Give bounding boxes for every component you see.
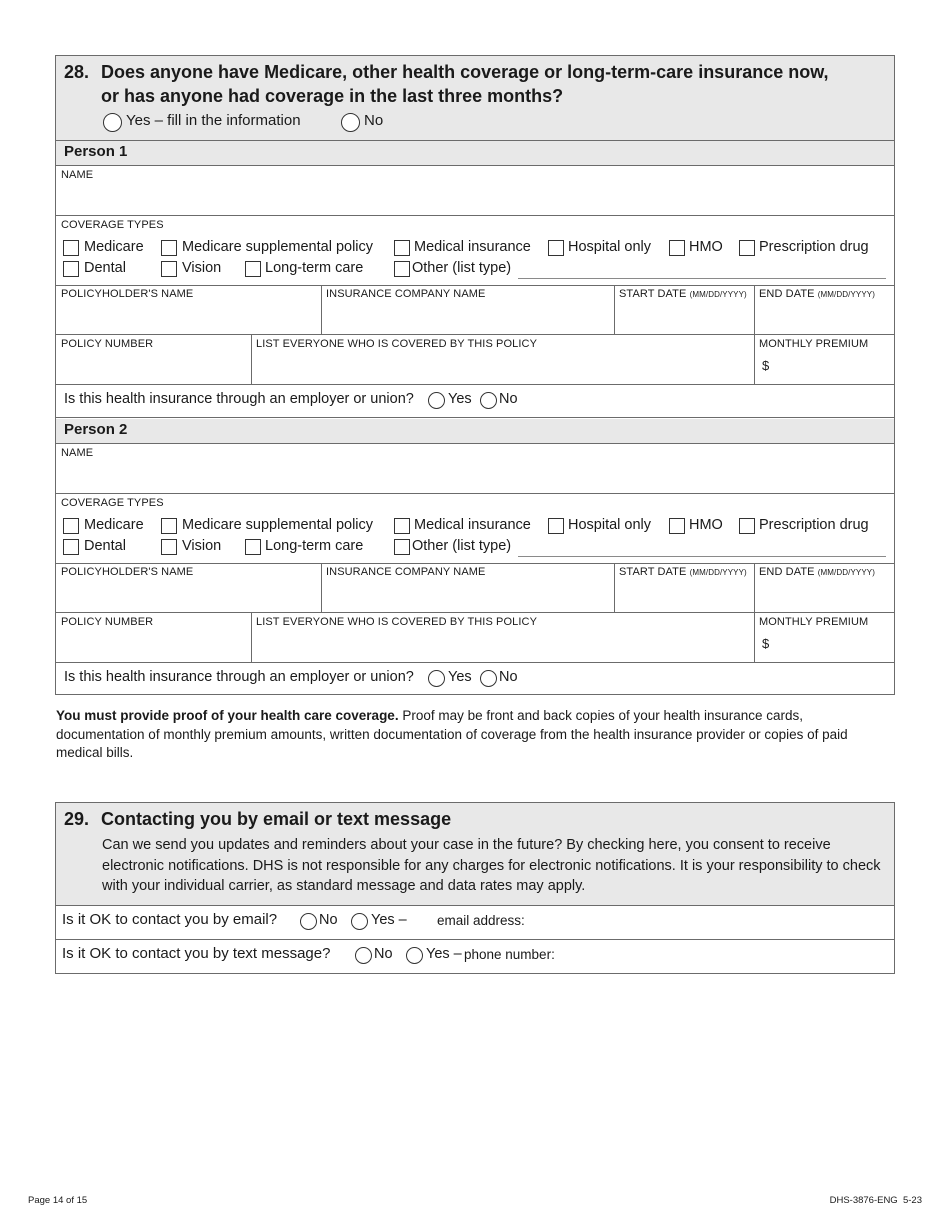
- person-1-vision-checkbox[interactable]: [161, 261, 177, 277]
- person-1-hospital-only-checkbox[interactable]: [548, 240, 564, 256]
- q28-no-label: No: [364, 112, 384, 129]
- q28-no-radio[interactable]: [341, 113, 360, 132]
- person-1-employer-yes-label: Yes: [448, 391, 472, 407]
- person-2-hmo-checkbox[interactable]: [669, 518, 685, 534]
- divider: [614, 563, 615, 613]
- person-1-medical-insurance-checkbox[interactable]: [394, 240, 410, 256]
- person-2-medical-insurance-checkbox[interactable]: [394, 518, 410, 534]
- person-1-covered-label: LIST EVERYONE WHO IS COVERED BY THIS POLICY: [256, 338, 538, 350]
- form-id: DHS-3876-ENG 5-23: [829, 1195, 922, 1206]
- person-2-premium-label: MONTHLY PREMIUM: [759, 616, 869, 628]
- person-1-heading-bg: [56, 141, 894, 165]
- person-1-heading: Person 1: [64, 143, 128, 160]
- person-2-medicare-checkbox[interactable]: [63, 518, 79, 534]
- email-question: Is it OK to contact you by email?: [62, 911, 278, 928]
- person-2-covered-label: LIST EVERYONE WHO IS COVERED BY THIS POLICY: [256, 616, 538, 628]
- person-2-coverage-types-label: COVERAGE TYPES: [61, 497, 164, 509]
- start-date-text: START DATE: [619, 566, 687, 578]
- end-date-format: (MM/DD/YYYY): [817, 290, 875, 299]
- end-date-text: END DATE: [759, 288, 815, 300]
- person-1-premium-label: MONTHLY PREMIUM: [759, 338, 869, 350]
- divider: [754, 612, 755, 662]
- proof-bold: You must provide proof of your health care coverage.: [56, 708, 399, 723]
- text-question: Is it OK to contact you by text message?: [62, 945, 331, 962]
- person-2-prescription-drug-checkbox[interactable]: [739, 518, 755, 534]
- person-1-hmo-checkbox[interactable]: [669, 240, 685, 256]
- divider: [251, 334, 252, 384]
- person-2-medicare-supplemental-checkbox[interactable]: [161, 518, 177, 534]
- person-1-policyholder-label: POLICYHOLDER'S NAME: [61, 288, 194, 300]
- text-yes-radio[interactable]: [406, 947, 423, 964]
- start-date-format: (MM/DD/YYYY): [689, 290, 747, 299]
- q28-yes-radio[interactable]: [103, 113, 122, 132]
- person-2-long-term-care-label: Long-term care: [265, 538, 364, 554]
- person-1-dental-checkbox[interactable]: [63, 261, 79, 277]
- person-2-vision-label: Vision: [182, 538, 222, 554]
- person-1-premium-symbol: $: [762, 358, 770, 373]
- q28-title-line2: or has anyone had coverage in the last three months?: [101, 86, 564, 106]
- person-1-medicare-supplemental-label: Medicare supplemental policy: [182, 239, 374, 255]
- person-2-prescription-drug-label: Prescription drug: [759, 517, 869, 533]
- person-2-medicare-supplemental-label: Medicare supplemental policy: [182, 517, 374, 533]
- person-1-other-checkbox[interactable]: [394, 261, 410, 277]
- proof-paragraph: [56, 707, 886, 763]
- person-2-policyholder-label: POLICYHOLDER'S NAME: [61, 566, 194, 578]
- person-2-other-label: Other (list type): [412, 538, 512, 554]
- q28-yes-label: Yes – fill in the information: [126, 112, 301, 129]
- divider: [321, 563, 322, 613]
- person-2-heading: Person 2: [64, 421, 128, 438]
- divider: [56, 493, 894, 494]
- person-2-medicare-label: Medicare: [84, 517, 144, 533]
- person-2-vision-checkbox[interactable]: [161, 539, 177, 555]
- person-1-employer-yes-radio[interactable]: [428, 392, 445, 409]
- text-yes-label: Yes –: [426, 946, 462, 962]
- person-1-other-type-input[interactable]: [518, 278, 886, 279]
- divider: [56, 215, 894, 216]
- person-2-end-date-label: [759, 566, 875, 578]
- person-2-other-checkbox[interactable]: [394, 539, 410, 555]
- person-2-name-label: NAME: [61, 447, 94, 459]
- divider: [56, 285, 894, 286]
- divider: [56, 662, 894, 663]
- divider: [754, 334, 755, 384]
- person-2-employer-no-label: No: [499, 669, 518, 685]
- person-1-employer-no-radio[interactable]: [480, 392, 497, 409]
- email-address-label: email address:: [437, 913, 525, 928]
- q28-title-line1: Does anyone have Medicare, other health coverage or long-term-care insurance now,: [101, 62, 829, 82]
- start-date-text: START DATE: [619, 288, 687, 300]
- divider: [321, 285, 322, 335]
- email-no-label: No: [319, 912, 338, 928]
- divider: [56, 563, 894, 564]
- person-1-medicare-checkbox[interactable]: [63, 240, 79, 256]
- person-1-long-term-care-checkbox[interactable]: [245, 261, 261, 277]
- person-1-medical-insurance-label: Medical insurance: [414, 239, 531, 255]
- person-2-policy-number-label: POLICY NUMBER: [61, 616, 154, 628]
- person-2-hospital-only-checkbox[interactable]: [548, 518, 564, 534]
- divider: [56, 939, 894, 940]
- person-2-other-type-input[interactable]: [518, 556, 886, 557]
- divider: [56, 443, 894, 444]
- person-2-hmo-label: HMO: [689, 517, 723, 533]
- start-date-format: (MM/DD/YYYY): [689, 568, 747, 577]
- email-no-radio[interactable]: [300, 913, 317, 930]
- text-no-label: No: [374, 946, 393, 962]
- email-address-input[interactable]: [530, 908, 890, 936]
- person-2-name-field[interactable]: [56, 461, 894, 493]
- person-1-prescription-drug-checkbox[interactable]: [739, 240, 755, 256]
- person-1-policy-number-label: POLICY NUMBER: [61, 338, 154, 350]
- person-1-medicare-label: Medicare: [84, 239, 144, 255]
- divider: [56, 417, 894, 418]
- person-1-employer-no-label: No: [499, 391, 518, 407]
- person-1-hmo-label: HMO: [689, 239, 723, 255]
- person-2-dental-label: Dental: [84, 538, 126, 554]
- end-date-text: END DATE: [759, 566, 815, 578]
- person-1-long-term-care-label: Long-term care: [265, 260, 364, 276]
- page-number: Page 14 of 15: [28, 1195, 88, 1206]
- divider: [754, 563, 755, 613]
- person-2-employer-yes-label: Yes: [448, 669, 472, 685]
- person-2-medical-insurance-label: Medical insurance: [414, 517, 531, 533]
- phone-number-input[interactable]: [570, 942, 890, 970]
- person-1-hospital-only-label: Hospital only: [568, 239, 652, 255]
- person-2-hospital-only-label: Hospital only: [568, 517, 652, 533]
- person-2-heading-bg: [56, 419, 894, 443]
- divider: [614, 285, 615, 335]
- divider: [56, 165, 894, 166]
- person-2-employer-question: Is this health insurance through an employer or union?: [64, 669, 414, 685]
- person-1-employer-question: Is this health insurance through an employer or union?: [64, 391, 414, 407]
- person-2-premium-symbol: $: [762, 636, 770, 651]
- person-2-long-term-care-checkbox[interactable]: [245, 539, 261, 555]
- person-1-start-date-label: [619, 288, 747, 300]
- person-2-start-date-label: [619, 566, 747, 578]
- q29-body: Can we send you updates and reminders about your case in the future? By checking here, you consent to receive electronic notifications. DHS is not responsible for any charges for electronic notifications. It is your responsibility to check with your individual carrier, as standard message and data rates may apply.: [102, 837, 881, 894]
- person-1-name-label: NAME: [61, 169, 94, 181]
- person-1-coverage-types-label: COVERAGE TYPES: [61, 219, 164, 231]
- divider: [754, 285, 755, 335]
- divider: [56, 612, 894, 613]
- person-2-employer-no-radio[interactable]: [480, 670, 497, 687]
- divider: [56, 905, 894, 906]
- email-yes-radio[interactable]: [351, 913, 368, 930]
- divider: [56, 334, 894, 335]
- person-1-medicare-supplemental-checkbox[interactable]: [161, 240, 177, 256]
- end-date-format: (MM/DD/YYYY): [817, 568, 875, 577]
- text-no-radio[interactable]: [355, 947, 372, 964]
- divider: [56, 384, 894, 385]
- person-1-other-label: Other (list type): [412, 260, 512, 276]
- proof-text: Proof may be front and back copies of your health insurance cards, documentation of monthly premium amounts, written documentation of coverage from the health insurance provider or copies of paid medical bills.: [56, 708, 848, 760]
- person-1-name-field[interactable]: [56, 183, 894, 215]
- person-2-dental-checkbox[interactable]: [63, 539, 79, 555]
- q29-title: Contacting you by email or text message: [101, 809, 452, 829]
- person-1-end-date-label: [759, 288, 875, 300]
- person-1-vision-label: Vision: [182, 260, 222, 276]
- person-1-prescription-drug-label: Prescription drug: [759, 239, 869, 255]
- q28-number: 28.: [64, 62, 90, 82]
- phone-number-label: phone number:: [464, 947, 555, 962]
- q29-number: 29.: [64, 809, 90, 829]
- person-1-company-label: INSURANCE COMPANY NAME: [326, 288, 486, 300]
- person-1-dental-label: Dental: [84, 260, 126, 276]
- person-2-company-label: INSURANCE COMPANY NAME: [326, 566, 486, 578]
- email-yes-label: Yes –: [371, 912, 407, 928]
- person-2-employer-yes-radio[interactable]: [428, 670, 445, 687]
- divider: [251, 612, 252, 662]
